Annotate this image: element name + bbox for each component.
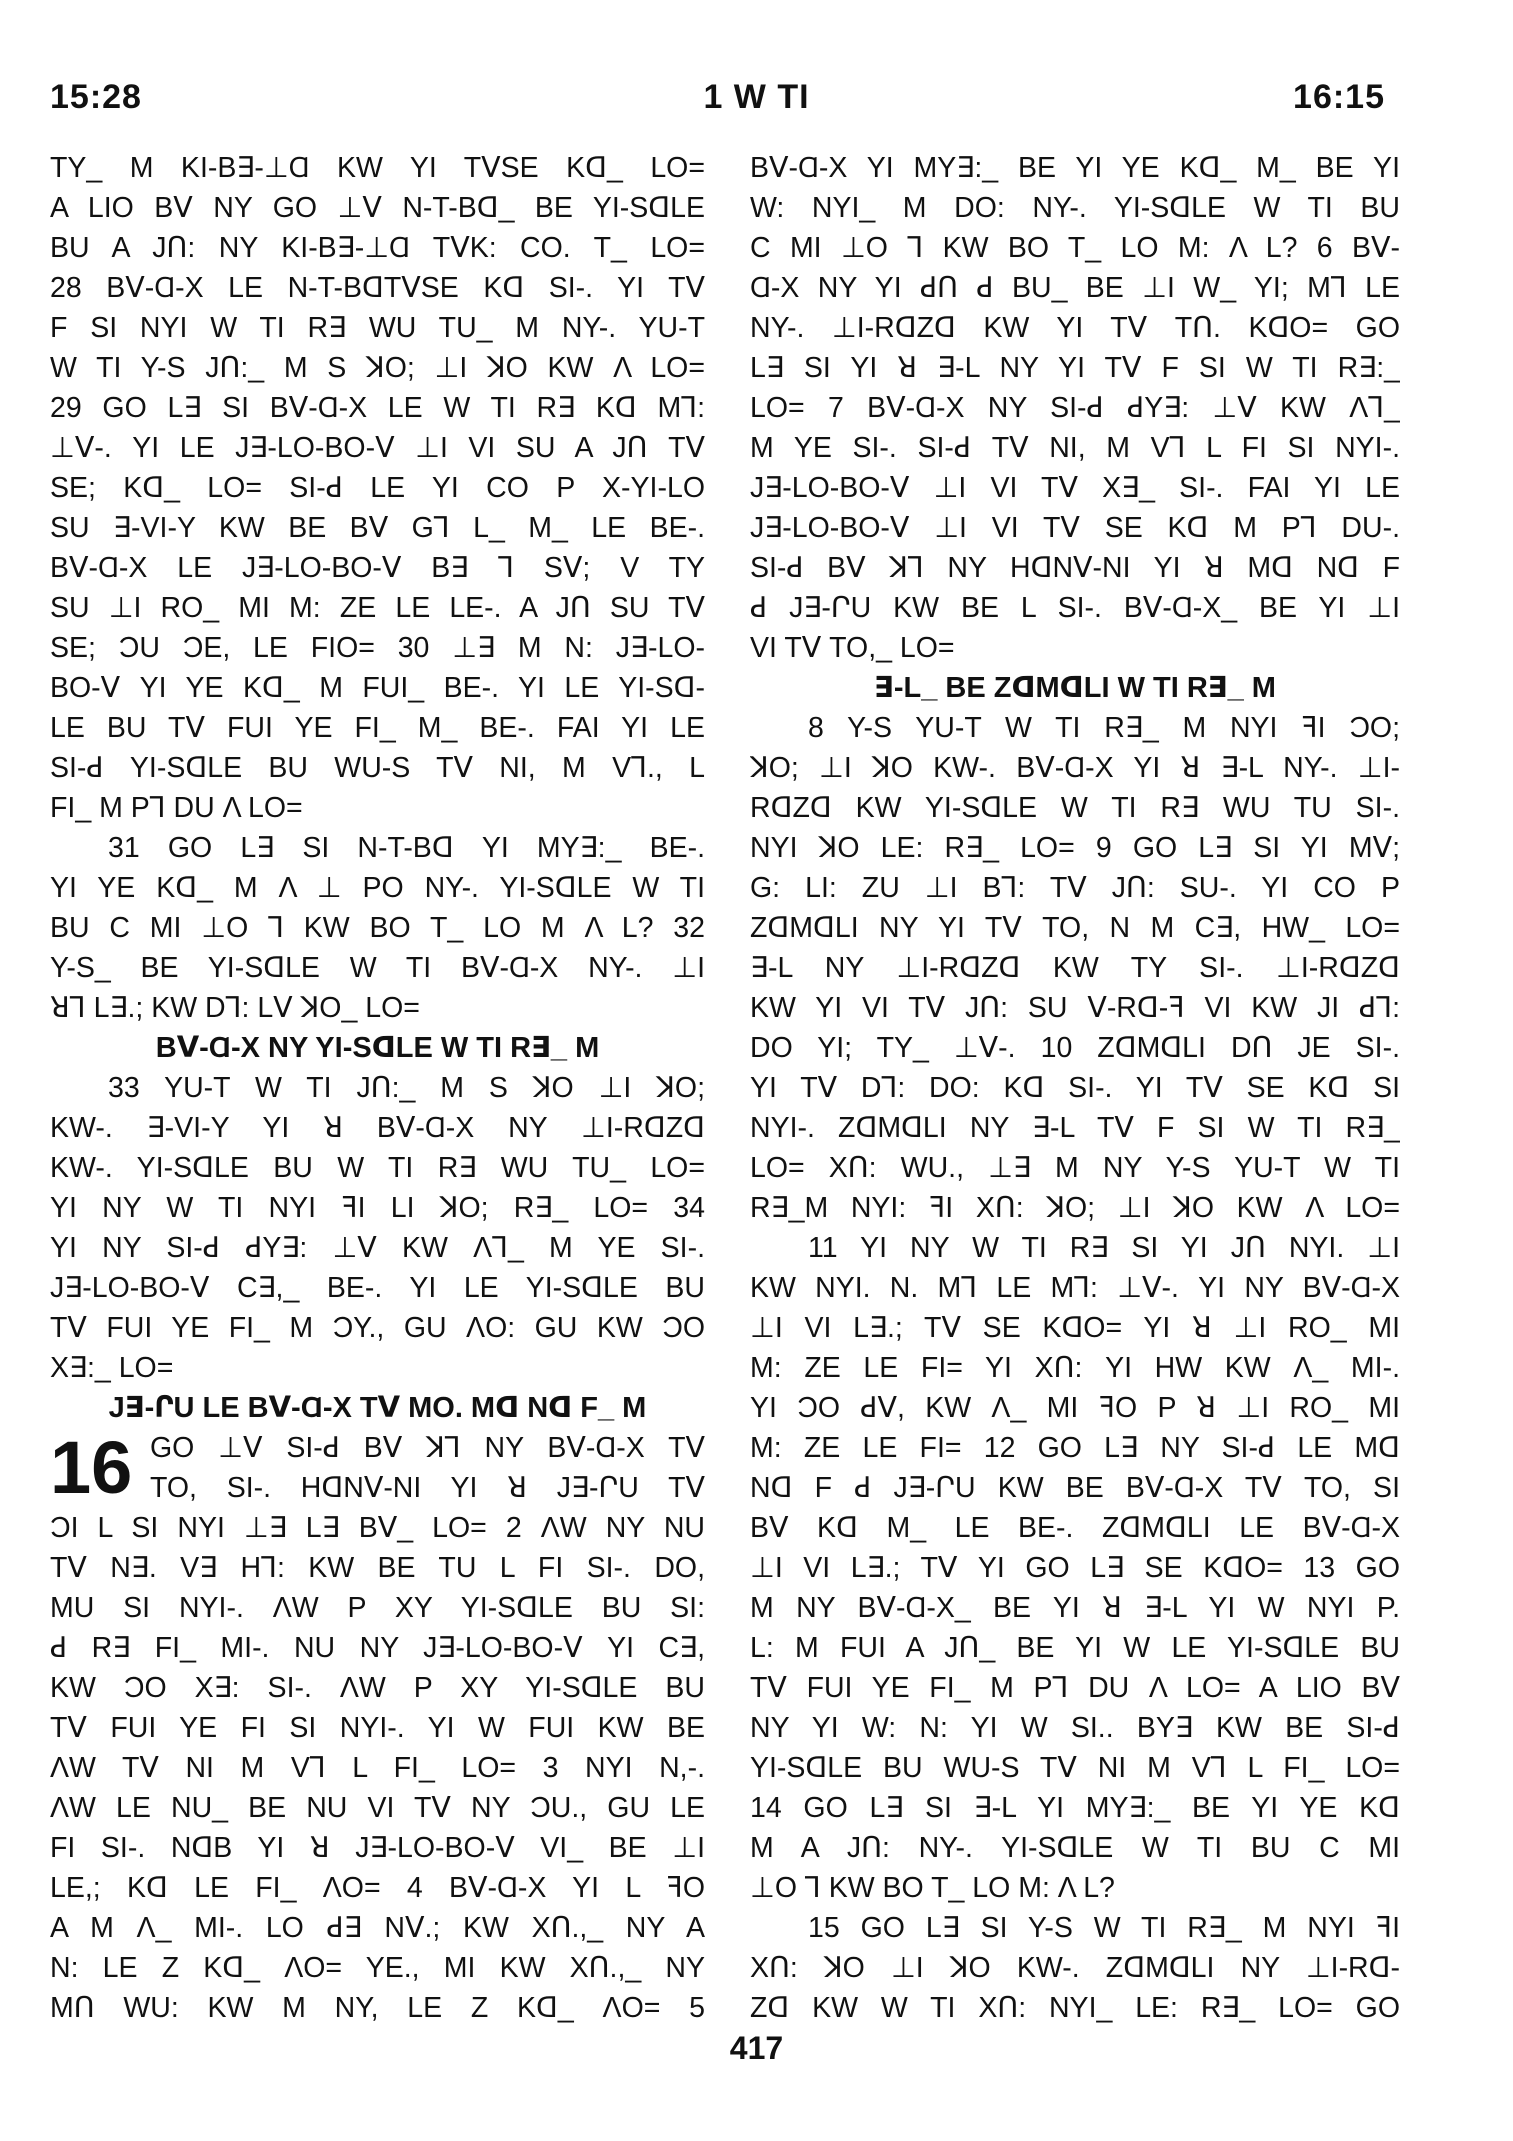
text-line: LE BU Tᐯ FUI YE FI_ M_ BE-. FAI YI LE bbox=[50, 712, 705, 744]
text-line: 31 GO L∃ SI N-T-Bꓷ YI MY∃:_ BE-. bbox=[108, 832, 705, 864]
text-line: NYI ꓘO LE: R∃_ LO= 9 GO L∃ SI YI Mᐯ; bbox=[750, 832, 1400, 864]
text-line: 28 Bᐯ-Ɑ-X LE N-T-BꓷTᐯSE Kꓷ SI-. YI Tᐯ bbox=[50, 272, 705, 304]
page-number: 417 bbox=[729, 2030, 784, 2066]
text-line: ꓘO; ⊥I ꓘO KW-. Bᐯ-Ɑ-X YI ꓤ ∃-L NY-. ⊥I- bbox=[750, 752, 1400, 784]
text-line: SE; Kꓷ_ LO= SI-ꓒ LE YI CO P X-YI-LO bbox=[50, 472, 705, 504]
text-line: ⊥I VI L∃.; Tᐯ YI GO L∃ SE KꓷO= 13 GO bbox=[750, 1552, 1400, 1584]
left-column bbox=[50, 148, 705, 2028]
text-line: ⊥ᐯ-. YI LE J∃-LO-BO-ᐯ ⊥I VI SU A JՈ Tᐯ bbox=[50, 432, 705, 464]
text-line: W TI Y-S JՈ:_ M S ꓘO; ⊥I ꓘO KW Λ LO= bbox=[50, 352, 705, 384]
text-line: DO YI; TY_ ⊥ᐯ-. 10 ZꓷMꓷLI DՈ JE SI-. bbox=[750, 1032, 1400, 1064]
text-line: 14 GO L∃ SI ∃-L YI MY∃:_ BE YI YE Kꓷ bbox=[750, 1792, 1400, 1824]
text-line: Zꓷ KW W TI XՈ: NYI_ LE: R∃_ LO= GO bbox=[750, 1992, 1400, 2024]
text-line: Tᐯ N∃. V∃ H⅂: KW BE TU L FI SI-. DO, bbox=[50, 1552, 705, 1584]
chapter-start bbox=[50, 1428, 705, 1508]
text-line: SU ∃-VI-Y KW BE Bᐯ G⅂ L_ M_ LE BE-. bbox=[50, 512, 705, 544]
text-line: RꓷZꓷ KW YI-SꓷLE W TI R∃ WU TU SI-. bbox=[750, 792, 1400, 824]
left-block-2 bbox=[50, 828, 705, 1028]
text-line: FI_ M P⅂ DU Λ LO= bbox=[50, 792, 303, 824]
text-line: SI-ꓒ YI-SꓷLE BU WU-S Tᐯ NI, M V⅂., L bbox=[50, 752, 705, 784]
text-line: TO, SI-. HꓷNᐯ-NI YI ꓤ J∃-ՐU Tᐯ bbox=[150, 1472, 705, 1504]
text-line: MU SI NYI-. ΛW P XY YI-SꓷLE BU SI: bbox=[50, 1592, 705, 1624]
text-line: Tᐯ FUI YE FI SI NYI-. YI W FUI KW BE bbox=[50, 1712, 705, 1744]
text-line: 29 GO L∃ SI Bᐯ-Ɑ-X LE W TI R∃ Kꓷ M⅂: bbox=[50, 392, 705, 424]
text-line: XՈ: ꓘO ⊥I ꓘO KW-. ZꓷMꓷLI NY ⊥I-Rꓷ- bbox=[750, 1952, 1400, 1984]
text-line: G: LI: ZU ⊥I B⅂: Tᐯ JՈ: SU-. YI CO P bbox=[750, 872, 1400, 904]
text-line: 11 YI NY W TI R∃ SI YI JՈ NYI. ⊥I bbox=[808, 1232, 1400, 1264]
text-line: FI SI-. NꓷB YI ꓤ J∃-LO-BO-ᐯ VI_ BE ⊥I bbox=[50, 1832, 705, 1864]
right-column bbox=[750, 148, 1400, 2028]
text-line: KW YI VI Tᐯ JՈ: SU ᐯ-Rꓷ-ꟻ VI KW JI ꓒ⅂: bbox=[750, 992, 1400, 1024]
chapter-heading: J∃-ՐU LE Bᐯ-Ɑ-X Tᐯ MO. Mꓷ Nꓷ F_ M bbox=[108, 1392, 647, 1424]
text-line: SI-ꓒ Bᐯ ꓘ⅂ NY HꓷNᐯ-NI YI ꓤ Mꓷ Nꓷ F bbox=[750, 552, 1400, 584]
header-right-reference: 16:15 bbox=[1293, 78, 1385, 116]
text-line: L: M FUI A JՈ_ BE YI W LE YI-SꓷLE BU bbox=[750, 1632, 1400, 1664]
text-line: LO= XՈ: WU., ⊥∃ M NY Y-S YU-T W TI bbox=[750, 1152, 1400, 1184]
section-heading: ∃-L_ BE ZꓷMꓷLI W TI R∃_ M bbox=[874, 672, 1276, 704]
text-line: Nꓷ F ꓒ J∃-ՐU KW BE Bᐯ-Ɑ-X Tᐯ TO, SI bbox=[750, 1472, 1400, 1504]
text-line: YI Tᐯ D⅂: DO: Kꓷ SI-. YI Tᐯ SE Kꓷ SI bbox=[750, 1072, 1400, 1104]
text-line: M: ZE LE FI= 12 GO L∃ NY SI-ꓒ LE Mꓷ bbox=[750, 1432, 1400, 1464]
chapter-number: 16 bbox=[50, 1426, 133, 1509]
text-line: M YE SI-. SI-ꓒ Tᐯ NI, M V⅂ L FI SI NYI-. bbox=[750, 432, 1400, 464]
text-line: ∃-L NY ⊥I-RꓷZꓷ KW TY SI-. ⊥I-RꓷZꓷ bbox=[750, 952, 1400, 984]
text-line: ΛW LE NU_ BE NU VI Tᐯ NY ƆU., GU LE bbox=[50, 1792, 705, 1824]
right-block-3 bbox=[750, 1228, 1400, 1908]
left-block-4 bbox=[50, 1508, 705, 2028]
text-line: Ɑ-X NY YI ꓒՈ ꓒ BU_ BE ⊥I W_ YI; M⅂ LE bbox=[750, 272, 1400, 304]
chapter-opening-lines bbox=[150, 1428, 705, 1508]
text-line: Bᐯ-Ɑ-X LE J∃-LO-BO-ᐯ B∃ ⅂ Sᐯ; V TY bbox=[50, 552, 705, 584]
text-line: W: NYI_ M DO: NY-. YI-SꓷLE W TI BU bbox=[750, 192, 1400, 224]
text-line: NY YI W: N: YI W SI.. BY∃ KW BE SI-ꓒ bbox=[750, 1712, 1400, 1744]
text-line: YI-SꓷLE BU WU-S Tᐯ NI M V⅂ L FI_ LO= bbox=[750, 1752, 1400, 1784]
section-heading: Bᐯ-Ɑ-X NY YI-SꓷLE W TI R∃_ M bbox=[155, 1032, 600, 1064]
text-line: 33 YU-T W TI JՈ:_ M S ꓘO ⊥I ꓘO; bbox=[108, 1072, 705, 1104]
text-line: Bᐯ-Ɑ-X YI MY∃:_ BE YI YE Kꓷ_ M_ BE YI bbox=[750, 152, 1400, 184]
text-line: ⊥I VI L∃.; Tᐯ SE KꓷO= YI ꓤ ⊥I RO_ MI bbox=[750, 1312, 1400, 1344]
text-line: ZꓷMꓷLI NY YI Tᐯ TO, N M C∃, HW_ LO= bbox=[750, 912, 1400, 944]
text-line: J∃-LO-BO-ᐯ C∃,_ BE-. YI LE YI-SꓷLE BU bbox=[50, 1272, 705, 1304]
text-line: VI Tᐯ TO,_ LO= bbox=[750, 632, 955, 664]
text-line: BO-ᐯ YI YE Kꓷ_ M FUI_ BE-. YI LE YI-Sꓷ- bbox=[50, 672, 705, 704]
text-line: KW-. YI-SꓷLE BU W TI R∃ WU TU_ LO= bbox=[50, 1152, 705, 1184]
text-line: NYI-. ZꓷMꓷLI NY ∃-L Tᐯ F SI W TI R∃_ bbox=[750, 1112, 1400, 1144]
text-line: LO= 7 Bᐯ-Ɑ-X NY SI-ꓒ ꓒY∃: ⊥ᐯ KW Λ⅂_ bbox=[750, 392, 1400, 424]
text-line: SU ⊥I RO_ MI M: ZE LE LE-. A JՈ SU Tᐯ bbox=[50, 592, 705, 624]
text-line: GO ⊥ᐯ SI-ꓒ Bᐯ ꓘ⅂ NY Bᐯ-Ɑ-X Tᐯ bbox=[150, 1432, 705, 1464]
header-book-title: 1 W TI bbox=[703, 78, 810, 116]
text-line: Tᐯ FUI YE FI_ M P⅂ DU Λ LO= A LIO Bᐯ bbox=[750, 1672, 1400, 1704]
text-line: KW-. ∃-VI-Y YI ꓤ Bᐯ-Ɑ-X NY ⊥I-RꓷZꓷ bbox=[50, 1112, 705, 1144]
text-line: Tᐯ FUI YE FI_ M ƆY., GU ΛO: GU KW ƆO bbox=[50, 1312, 705, 1344]
text-line: ꓒ R∃ FI_ MI-. NU NY J∃-LO-BO-ᐯ YI C∃, bbox=[50, 1632, 705, 1664]
text-line: ⊥O ⅂ KW BO T_ LO M: Λ L? bbox=[750, 1872, 1115, 1904]
text-line: MՈ WU: KW M NY, LE Z Kꓷ_ ΛO= 5 bbox=[50, 1992, 705, 2024]
text-line: NY-. ⊥I-RꓷZꓷ KW YI Tᐯ TՈ. KꓷO= GO bbox=[750, 312, 1400, 344]
text-line: TY_ M KI-B∃-⊥Ɑ KW YI TᐯSE Kꓷ_ LO= bbox=[50, 152, 705, 184]
text-line: YI YE Kꓷ_ M Λ ⊥ PO NY-. YI-SꓷLE W TI bbox=[50, 872, 705, 904]
text-line: ꓤ⅂ L∃.; KW D⅂: Lᐯ ꓘO_ LO= bbox=[50, 992, 420, 1024]
text-line: F SI NYI W TI R∃ WU TU_ M NY-. YU-T bbox=[50, 312, 705, 344]
left-block-3 bbox=[50, 1068, 705, 1388]
text-line: YI NY SI-ꓒ ꓒY∃: ⊥ᐯ KW Λ⅂_ M YE SI-. bbox=[50, 1232, 705, 1264]
text-line: L∃ SI YI ꓤ ∃-L NY YI Tᐯ F SI W TI R∃:_ bbox=[750, 352, 1400, 384]
text-line: R∃_M NYI: ꟻI XՈ: ꓘO; ⊥I ꓘO KW Λ LO= bbox=[750, 1192, 1400, 1224]
text-line: 8 Y-S YU-T W TI R∃_ M NYI ꟻI ƆO; bbox=[808, 712, 1400, 744]
text-line: BU C MI ⊥O ⅂ KW BO T_ LO M Λ L? 32 bbox=[50, 912, 705, 944]
text-line: J∃-LO-BO-ᐯ ⊥I VI Tᐯ X∃_ SI-. FAI YI LE bbox=[750, 472, 1400, 504]
text-line: A M Λ_ MI-. LO ꓒ∃ Nᐯ.; KW XՈ.,_ NY A bbox=[50, 1912, 705, 1944]
text-line: BU A JՈ: NY KI-B∃-⊥Ɑ TᐯK: CO. T_ LO= bbox=[50, 232, 705, 264]
text-line: SE; ƆU ƆE, LE FIO= 30 ⊥∃ M N: J∃-LO- bbox=[50, 632, 705, 664]
header-left-reference: 15:28 bbox=[50, 78, 142, 116]
text-line: ꓒ J∃-ՐU KW BE L SI-. Bᐯ-Ɑ-X_ BE YI ⊥I bbox=[750, 592, 1400, 624]
text-line: M A JՈ: NY-. YI-SꓷLE W TI BU C MI bbox=[750, 1832, 1400, 1864]
text-line: M: ZE LE FI= YI XՈ: YI HW KW Λ_ MI-. bbox=[750, 1352, 1400, 1384]
text-line: LE,; Kꓷ LE FI_ ΛO= 4 Bᐯ-Ɑ-X YI L ꟻO bbox=[50, 1872, 705, 1904]
text-line: X∃:_ LO= bbox=[50, 1352, 174, 1384]
text-line: Bᐯ Kꓷ M_ LE BE-. ZꓷMꓷLI LE Bᐯ-Ɑ-X bbox=[750, 1512, 1400, 1544]
text-line: YI NY W TI NYI ꟻI LI ꓘO; R∃_ LO= 34 bbox=[50, 1192, 705, 1224]
right-block-1 bbox=[750, 148, 1400, 668]
text-line: KW NYI. N. M⅂ LE M⅂: ⊥ᐯ-. YI NY Bᐯ-Ɑ-X bbox=[750, 1272, 1400, 1304]
text-line: ΛW Tᐯ NI M V⅂ L FI_ LO= 3 NYI N,-. bbox=[50, 1752, 705, 1784]
text-line: 15 GO L∃ SI Y-S W TI R∃_ M NYI ꟻI bbox=[808, 1912, 1400, 1944]
right-block-4 bbox=[750, 1908, 1400, 2028]
left-block-1 bbox=[50, 148, 705, 828]
text-line: YI ƆO ꓒᐯ, KW Λ_ MI ꟻO P ꓤ ⊥I RO_ MI bbox=[750, 1392, 1400, 1424]
text-line: J∃-LO-BO-ᐯ ⊥I VI Tᐯ SE Kꓷ M P⅂ DU-. bbox=[750, 512, 1400, 544]
text-line: C MI ⊥O ⅂ KW BO T_ LO M: Λ L? 6 Bᐯ- bbox=[750, 232, 1400, 264]
text-line: ƆI L SI NYI ⊥∃ L∃ Bᐯ_ LO= 2 ΛW NY NU bbox=[50, 1512, 705, 1544]
right-block-2 bbox=[750, 708, 1400, 1228]
text-line: A LIO Bᐯ NY GO ⊥ᐯ N-T-Bꓷ_ BE YI-SꓷLE bbox=[50, 192, 705, 224]
text-line: M NY Bᐯ-Ɑ-X_ BE YI ꓤ ∃-L YI W NYI P. bbox=[750, 1592, 1400, 1624]
text-line: Y-S_ BE YI-SꓷLE W TI Bᐯ-Ɑ-X NY-. ⊥I bbox=[50, 952, 705, 984]
text-line: KW ƆO X∃: SI-. ΛW P XY YI-SꓷLE BU bbox=[50, 1672, 705, 1704]
text-line: N: LE Z Kꓷ_ ΛO= YE., MI KW XՈ.,_ NY bbox=[50, 1952, 705, 1984]
